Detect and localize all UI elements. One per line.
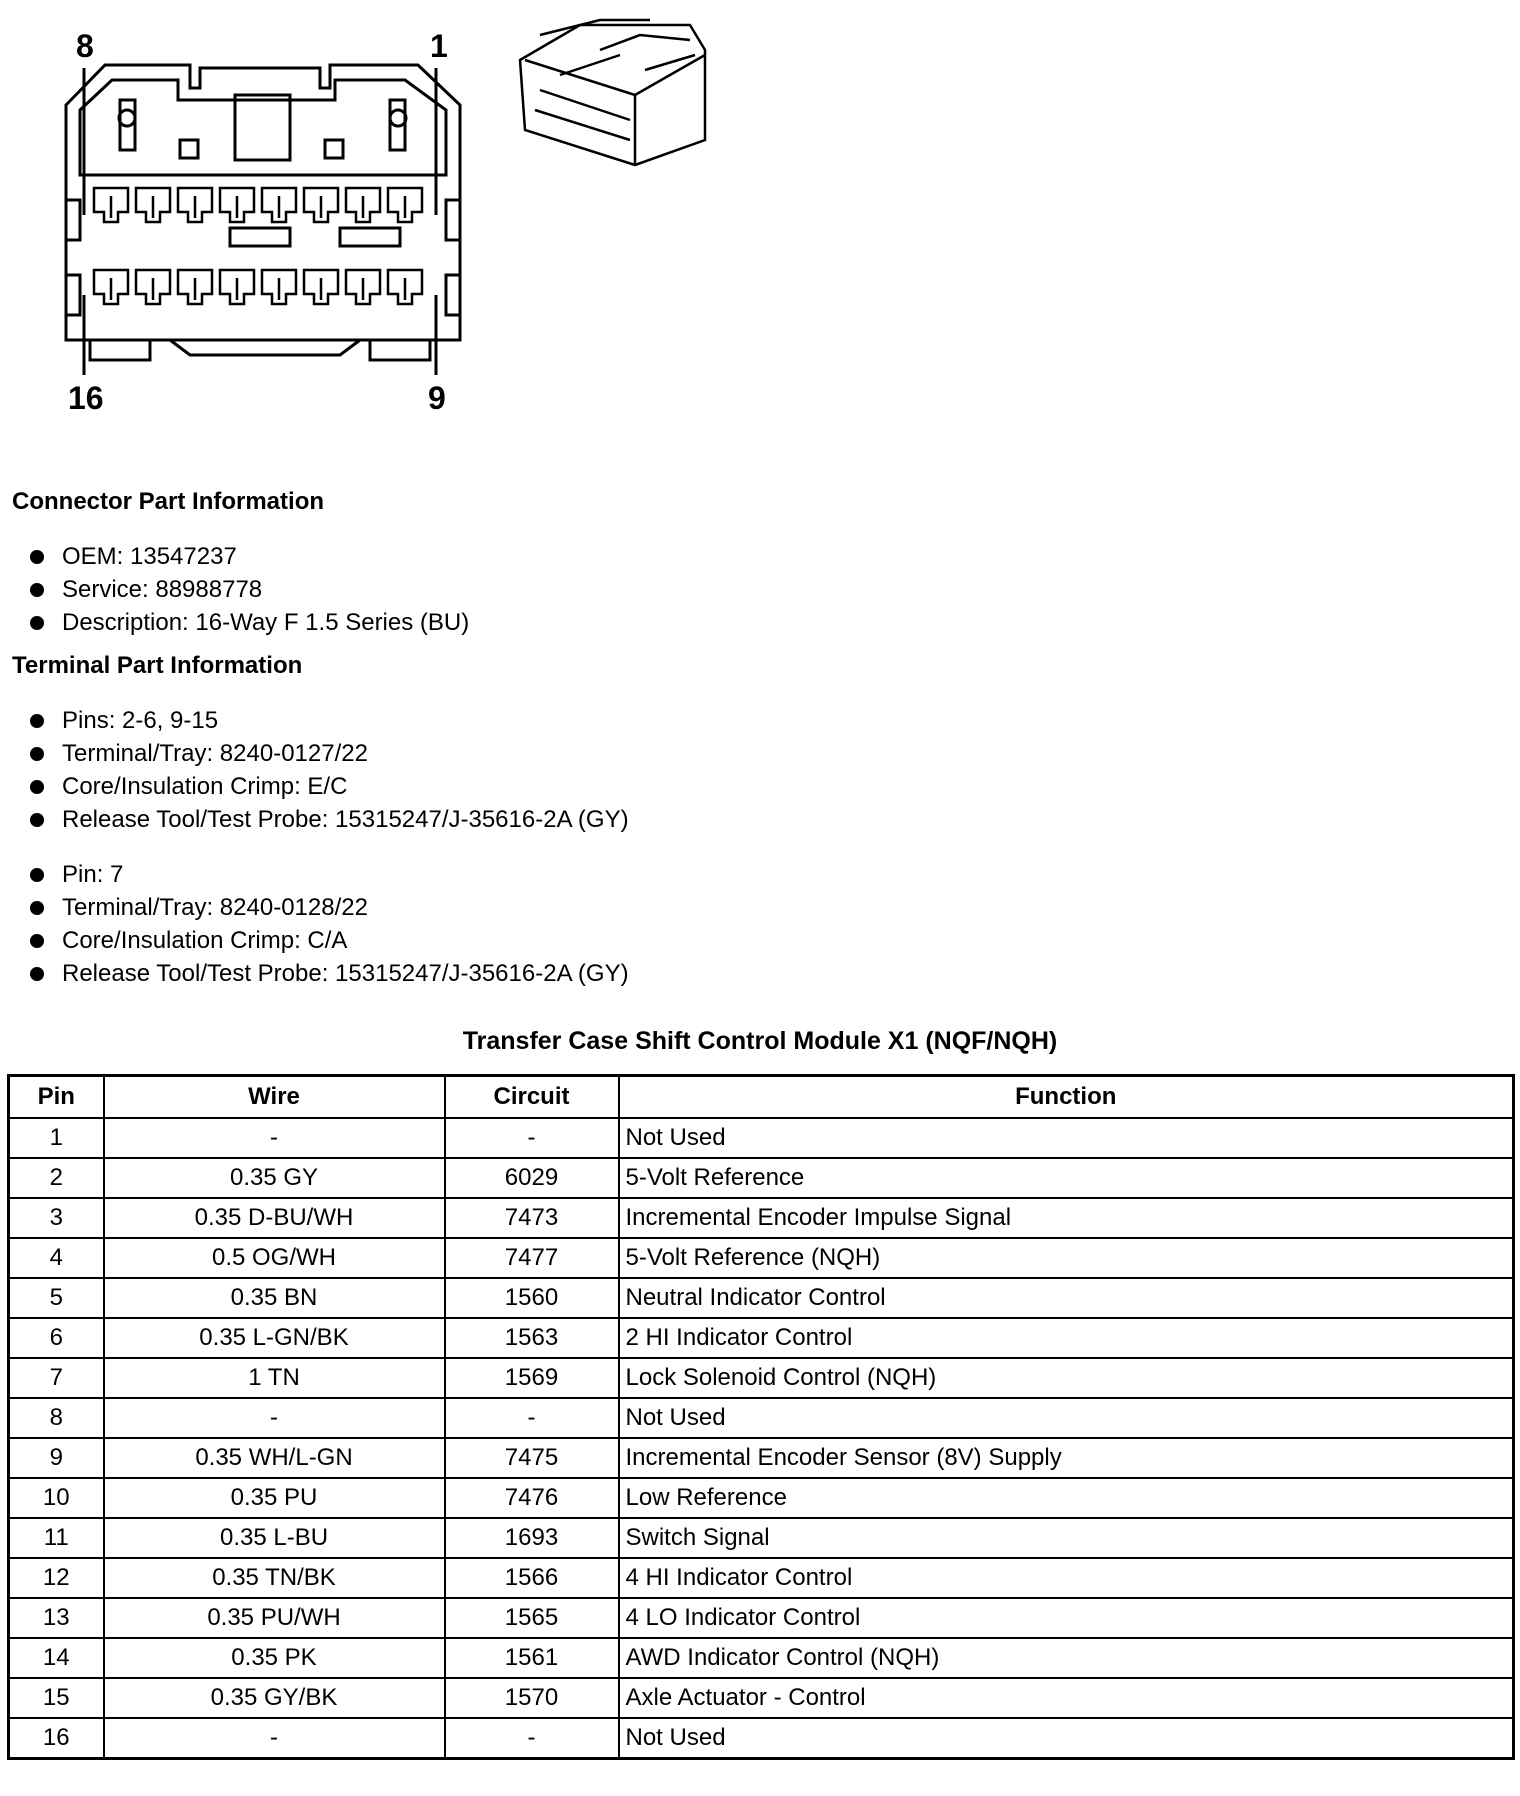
cell-circuit: 1565 — [445, 1598, 619, 1638]
cell-function: Switch Signal — [619, 1518, 1514, 1558]
list-item: Pin: 7 — [12, 858, 629, 891]
cell-pin: 9 — [9, 1438, 104, 1478]
header-function: Function — [619, 1076, 1514, 1119]
cell-circuit: 1560 — [445, 1278, 619, 1318]
cell-circuit: 7473 — [445, 1198, 619, 1238]
cell-pin: 1 — [9, 1118, 104, 1158]
cell-circuit: 1569 — [445, 1358, 619, 1398]
table-row — [9, 1398, 1514, 1438]
header-pin: Pin — [9, 1076, 104, 1119]
cell-function: Incremental Encoder Impulse Signal — [619, 1198, 1514, 1238]
cell-circuit: 1561 — [445, 1638, 619, 1678]
cell-wire: 0.35 PU — [104, 1478, 445, 1518]
cell-wire: 0.35 WH/L-GN — [104, 1438, 445, 1478]
table-body — [9, 1118, 1514, 1759]
cell-wire: 0.35 GY — [104, 1158, 445, 1198]
cell-function: Not Used — [619, 1718, 1514, 1759]
cell-pin: 3 — [9, 1198, 104, 1238]
cell-wire: 0.35 PK — [104, 1638, 445, 1678]
table-row — [9, 1158, 1514, 1198]
cell-circuit: 7476 — [445, 1478, 619, 1518]
table-row — [9, 1318, 1514, 1358]
cell-wire: 0.35 TN/BK — [104, 1558, 445, 1598]
table-header-row — [9, 1076, 1514, 1119]
cell-pin: 8 — [9, 1398, 104, 1438]
pin-label-8: 8 — [76, 28, 94, 64]
terminal-group-2 — [12, 858, 629, 990]
table-row — [9, 1198, 1514, 1238]
cell-wire: 0.35 D-BU/WH — [104, 1198, 445, 1238]
cell-pin: 6 — [9, 1318, 104, 1358]
cell-function: Neutral Indicator Control — [619, 1278, 1514, 1318]
cell-function: Not Used — [619, 1398, 1514, 1438]
cell-circuit: 7477 — [445, 1238, 619, 1278]
terminal-group-1 — [12, 704, 629, 836]
cell-function: Incremental Encoder Sensor (8V) Supply — [619, 1438, 1514, 1478]
cell-function: 4 LO Indicator Control — [619, 1598, 1514, 1638]
table-title: Transfer Case Shift Control Module X1 (NQF/NQH) — [462, 1027, 1058, 1055]
list-item: Terminal/Tray: 8240-0127/22 — [12, 737, 629, 770]
connector-part-info — [12, 488, 324, 516]
cell-pin: 14 — [9, 1638, 104, 1678]
cell-wire: 0.35 L-GN/BK — [104, 1318, 445, 1358]
cell-wire: 0.5 OG/WH — [104, 1238, 445, 1278]
pin-label-9: 9 — [428, 380, 446, 416]
header-wire: Wire — [104, 1076, 445, 1119]
table-row — [9, 1278, 1514, 1318]
table-row — [9, 1638, 1514, 1678]
cell-pin: 13 — [9, 1598, 104, 1638]
cell-function: 5-Volt Reference (NQH) — [619, 1238, 1514, 1278]
table-row — [9, 1358, 1514, 1398]
terminal-group-2-wrap — [12, 858, 629, 990]
terminal-part-info — [12, 652, 302, 680]
list-item: Description: 16-Way F 1.5 Series (BU) — [12, 606, 469, 639]
list-item: OEM: 13547237 — [12, 540, 469, 573]
cell-wire: - — [104, 1718, 445, 1759]
cell-pin: 4 — [9, 1238, 104, 1278]
cell-circuit: 1563 — [445, 1318, 619, 1358]
cell-wire: - — [104, 1398, 445, 1438]
pinout-table — [7, 1074, 1515, 1760]
terminal-group-1-wrap — [12, 704, 629, 836]
cell-circuit: - — [445, 1118, 619, 1158]
cell-wire: - — [104, 1118, 445, 1158]
connector-part-info-list — [12, 540, 469, 639]
cell-function: Not Used — [619, 1118, 1514, 1158]
cell-pin: 5 — [9, 1278, 104, 1318]
cell-function: 5-Volt Reference — [619, 1158, 1514, 1198]
cell-pin: 2 — [9, 1158, 104, 1198]
cell-circuit: - — [445, 1398, 619, 1438]
table-row — [9, 1438, 1514, 1478]
table-row — [9, 1678, 1514, 1718]
list-item: Release Tool/Test Probe: 15315247/J-35616-2A (GY) — [12, 803, 629, 836]
cell-circuit: 6029 — [445, 1158, 619, 1198]
cell-circuit: - — [445, 1718, 619, 1759]
table-row — [9, 1118, 1514, 1158]
cell-function: 2 HI Indicator Control — [619, 1318, 1514, 1358]
cell-circuit: 1566 — [445, 1558, 619, 1598]
connector-part-info-title: Connector Part Information — [12, 488, 325, 515]
connector-face-drawing — [0, 0, 1520, 430]
list-item: Service: 88988778 — [12, 573, 469, 606]
cell-pin: 16 — [9, 1718, 104, 1759]
cell-pin: 11 — [9, 1518, 104, 1558]
table-row — [9, 1718, 1514, 1759]
cell-wire: 0.35 PU/WH — [104, 1598, 445, 1638]
cell-pin: 10 — [9, 1478, 104, 1518]
table-row — [9, 1518, 1514, 1558]
header-circuit: Circuit — [445, 1076, 619, 1119]
table-row — [9, 1238, 1514, 1278]
table-row — [9, 1598, 1514, 1638]
cell-function: Axle Actuator - Control — [619, 1678, 1514, 1718]
list-item: Core/Insulation Crimp: C/A — [12, 924, 629, 957]
cell-wire: 0.35 L-BU — [104, 1518, 445, 1558]
table-row — [9, 1558, 1514, 1598]
connector-3d-view — [520, 20, 705, 165]
cell-function: AWD Indicator Control (NQH) — [619, 1638, 1514, 1678]
cell-pin: 15 — [9, 1678, 104, 1718]
cell-pin: 7 — [9, 1358, 104, 1398]
cell-function: 4 HI Indicator Control — [619, 1558, 1514, 1598]
cell-function: Lock Solenoid Control (NQH) — [619, 1358, 1514, 1398]
terminal-part-info-title: Terminal Part Information — [12, 652, 303, 679]
cell-function: Low Reference — [619, 1478, 1514, 1518]
cell-wire: 0.35 GY/BK — [104, 1678, 445, 1718]
cell-wire: 0.35 BN — [104, 1278, 445, 1318]
list-item: Pins: 2-6, 9-15 — [12, 704, 629, 737]
connector-diagram — [0, 0, 1520, 430]
list-item: Terminal/Tray: 8240-0128/22 — [12, 891, 629, 924]
table-row — [9, 1478, 1514, 1518]
cell-wire: 1 TN — [104, 1358, 445, 1398]
list-item: Core/Insulation Crimp: E/C — [12, 770, 629, 803]
list-item: Release Tool/Test Probe: 15315247/J-35616-2A (GY) — [12, 957, 629, 990]
cell-pin: 12 — [9, 1558, 104, 1598]
pin-label-1: 1 — [430, 28, 448, 64]
cell-circuit: 1693 — [445, 1518, 619, 1558]
connector-part-info-list-wrap — [12, 540, 469, 639]
pin-label-16: 16 — [68, 380, 104, 416]
cell-circuit: 1570 — [445, 1678, 619, 1718]
cell-circuit: 7475 — [445, 1438, 619, 1478]
